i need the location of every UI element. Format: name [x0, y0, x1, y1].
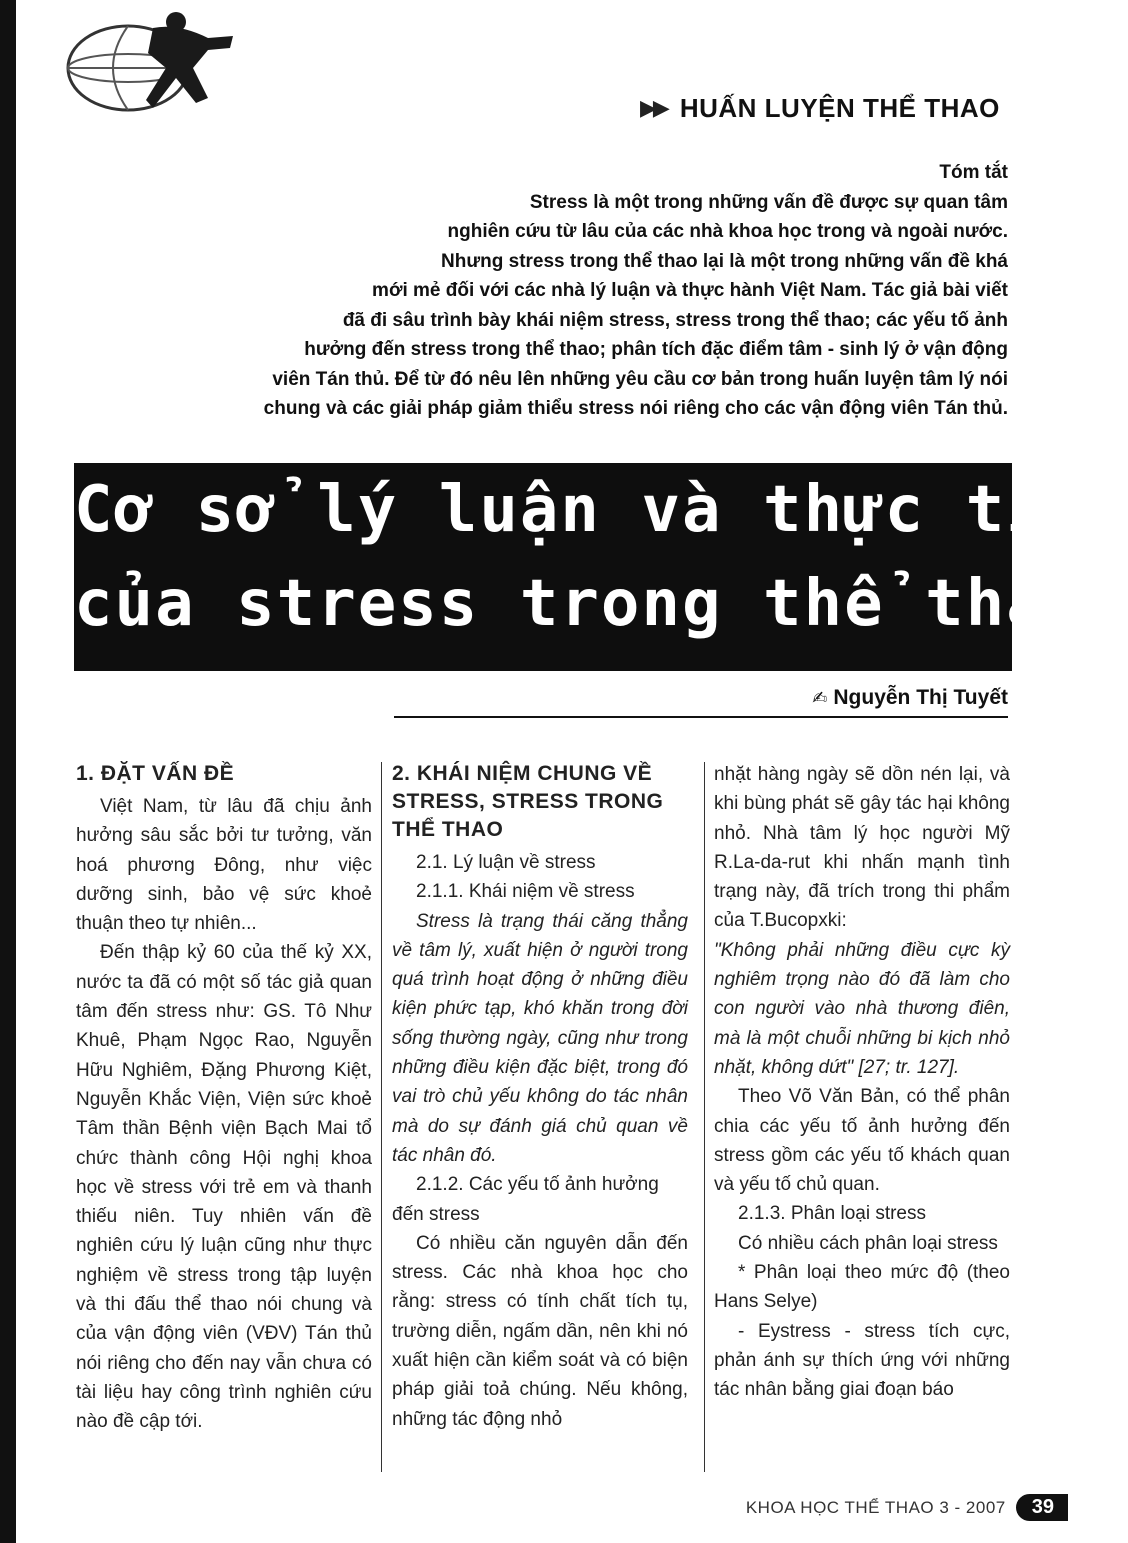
- section-1-heading: 1. ĐẶT VẤN ĐỀ: [76, 762, 235, 785]
- abstract-line: Stress là một trong những vấn đề được sự quan tâm: [529, 191, 1008, 213]
- subheading: 2.1.1. Khái niệm về stress: [416, 881, 635, 903]
- section-2-heading: 2. KHÁI NIỆM CHUNG VỀ STRESS, STRESS TRONG THỂ THAO: [392, 762, 664, 841]
- abstract-heading: Tóm tắt: [939, 162, 1008, 183]
- abstract: [248, 158, 1008, 424]
- subheading: 2.1.2. Các yếu tố ảnh hưởng đến stress: [392, 1174, 659, 1225]
- column-divider: [381, 762, 382, 1472]
- left-margin-bar: [0, 0, 16, 1543]
- subheading: 2.1.3. Phân loại stress: [738, 1203, 926, 1225]
- paragraph: nhặt hàng ngày sẽ dồn nén lại, và khi bùng phát sẽ gây tác hại không nhỏ. Nhà tâm lý học người Mỹ R.La-da-rut khi nhấn mạnh tình trạng này, đã trích trong thi phẩm của T.Bucopxki:: [714, 764, 1010, 932]
- page-number: 39: [1016, 1494, 1068, 1521]
- abstract-line: đã đi sâu trình bày khái niệm stress, stress trong thể thao; các yếu tố ảnh: [342, 309, 1008, 331]
- section-header: [640, 88, 1020, 128]
- abstract-line: nghiên cứu từ lâu của các nhà khoa học trong và ngoài nước.: [447, 221, 1008, 242]
- byline-rule: [394, 716, 1008, 718]
- paragraph: Có nhiều căn nguyên dẫn đến stress. Các nhà khoa học cho rằng: stress có tính chất tích tụ, trường diễn, ngấm dần, nên khi nó xuất hiện cần kiểm soát và có biện pháp giải toả chúng. Nếu không, những tác động nhỏ: [392, 1232, 688, 1430]
- column-3: [714, 760, 1010, 1405]
- byline: [812, 686, 1008, 710]
- definition-paragraph: Stress là trạng thái căng thẳng về tâm lý, xuất hiện ở người trong quá trình hoạt động ở những điều kiện phức tạp, khó khăn trong đời sống thường ngày, cũng như trong những điều kiện đặc biệt, trong đó vai trò chủ yếu không do tác nhân mà do sự đánh giá chủ quan về tác nhân đó.: [392, 910, 688, 1166]
- author-name: Nguyễn Thị Tuyết: [833, 686, 1008, 709]
- abstract-line: chung và các giải pháp giảm thiểu stress nói riêng cho các vận động viên Tán thủ.: [263, 398, 1008, 419]
- section-title: HUẤN LUYỆN THỂ THAO: [679, 92, 1000, 123]
- paragraph: * Phân loại theo mức độ (theo Hans Selye): [714, 1262, 1010, 1313]
- quote-paragraph: "Không phải những điều cực kỳ nghiêm trọng nào đó đã làm cho con người vào nhà thương điên, mà là một chuỗi những bi kịch nhỏ nhặt, không dứt" [27; tr. 127].: [714, 939, 1010, 1078]
- abstract-line: hưởng đến stress trong thể thao; phân tích đặc điểm tâm - sinh lý ở vận động: [304, 339, 1008, 360]
- pen-icon: ✍: [812, 687, 828, 708]
- column-divider: [704, 762, 705, 1472]
- runner-globe-logo: [58, 8, 258, 128]
- paragraph: Việt Nam, từ lâu đã chịu ảnh hưởng sâu sắc bởi tư tưởng, văn hoá phương Đông, như việc dưỡng sinh, bảo vệ sức khoẻ thuận theo tự nhiên...: [76, 796, 372, 935]
- paragraph: Có nhiều cách phân loại stress: [738, 1232, 998, 1254]
- column-2: [392, 760, 688, 1434]
- abstract-line: viên Tán thủ. Để từ đó nêu lên những yêu cầu cơ bản trong huấn luyện tâm lý nói: [272, 368, 1008, 390]
- abstract-line: Nhưng stress trong thể thao lại là một trong những vấn đề khá: [441, 250, 1008, 272]
- article-title-line-1: Cơ sở lý luận và thực tiễn: [74, 473, 1128, 547]
- paragraph: - Eystress - stress tích cực, phản ánh sự thích ứng với những tác nhân bằng giai đoạn báo: [714, 1320, 1010, 1401]
- column-1: [76, 760, 372, 1437]
- abstract-line: mới mẻ đối với các nhà lý luận và thực hành Việt Nam. Tác giả bài viết: [372, 280, 1008, 301]
- article-title-banner: [74, 463, 1128, 671]
- page-footer: [746, 1494, 1068, 1521]
- paragraph: Đến thập kỷ 60 của thế kỷ XX, nước ta đã có một số tác giả quan tâm đến stress như: GS. Tô Như Khuê, Phạm Ngọc Rao, Nguyễn Hữu Nghiêm, Đặng Phương Kiệt, Nguyễn Khắc Viện, Viện sức khoẻ Tâm thần Bệnh viện Bạch Mai tổ chức thành công Hội nghị khoa học về stress với trẻ em và thanh thiếu niên. Tuy nhiên vấn đề nghiên cứu lý luận cũng như thực nghiệm về stress trong tập luyện và thi đấu thể thao nói chung và của vận động viên (VĐV) Tán thủ nói riêng cho đến nay vẫn chưa có tài liệu hay công trình nghiên cứu nào đề cập tới.: [76, 942, 372, 1433]
- article-title-line-2: của stress trong thể thao: [74, 567, 1088, 641]
- subheading: 2.1. Lý luận về stress: [416, 852, 596, 873]
- paragraph: Theo Võ Văn Bản, có thể phân chia các yếu tố ảnh hưởng đến stress gồm các yếu tố khách quan và yếu tố chủ quan.: [714, 1086, 1010, 1196]
- double-arrow-icon: ▶▶: [640, 95, 666, 120]
- journal-name: KHOA HỌC THỂ THAO 3 - 2007: [745, 1497, 1006, 1517]
